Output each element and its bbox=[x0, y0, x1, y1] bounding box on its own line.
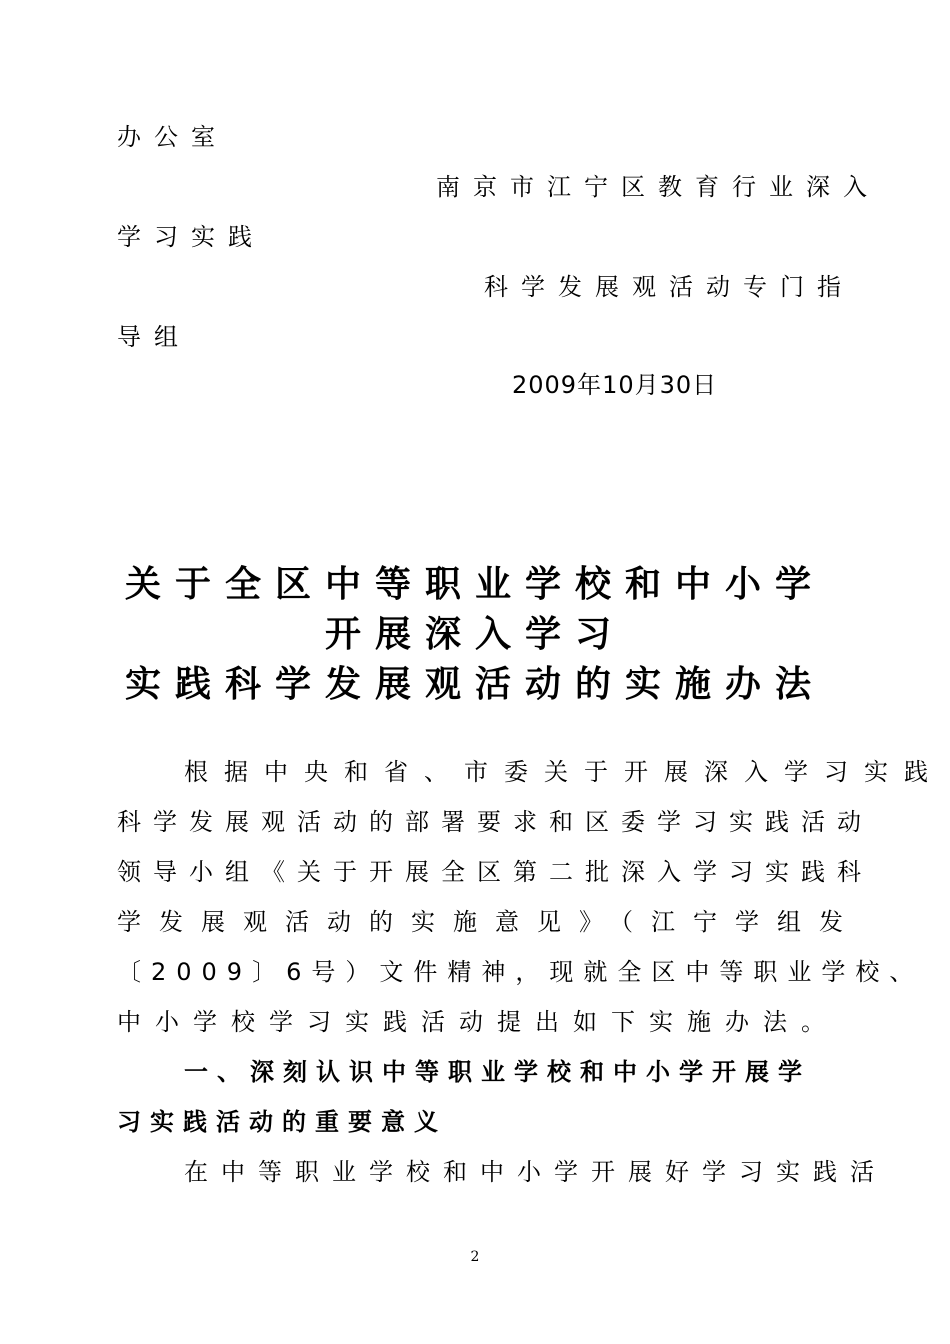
paragraph-1-line-3: 领导小组《关于开展全区第二批深入学习实践科 bbox=[117, 858, 873, 886]
signature-line-office: 办公室 bbox=[117, 123, 228, 151]
signature-line-group: 科学发展观活动专门指 bbox=[484, 273, 854, 301]
paragraph-1-line-2: 科学发展观活动的部署要求和区委学习实践活动 bbox=[117, 808, 873, 836]
signature-line-guide: 导组 bbox=[117, 323, 191, 351]
signature-line-organization: 南京市江宁区教育行业深入 bbox=[436, 173, 880, 201]
paragraph-1-line-4: 学发展观活动的实施意见》（江宁学组发 bbox=[117, 908, 861, 936]
paragraph-1-line-5: 〔2009〕6号）文件精神，现就全区中等职业学校、 bbox=[117, 958, 924, 986]
signature-line-study: 学习实践 bbox=[117, 223, 265, 251]
signature-date: 2009年10月30日 bbox=[512, 371, 718, 399]
paragraph-2-line-1: 在中等职业学校和中小学开展好学习实践活 bbox=[184, 1158, 887, 1186]
paragraph-1-line-6: 中小学校学习实践活动提出如下实施办法。 bbox=[117, 1008, 839, 1036]
paragraph-1-line-1: 根据中央和省、市委关于开展深入学习实践 bbox=[184, 758, 944, 786]
document-title-line-3: 实践科学发展观活动的实施办法 bbox=[124, 663, 825, 705]
document-title-line-1: 关于全区中等职业学校和中小学 bbox=[124, 563, 825, 605]
section-heading-1-line-2: 习实践活动的重要意义 bbox=[117, 1108, 447, 1136]
page-number: 2 bbox=[470, 1249, 480, 1265]
section-heading-1-line-1: 一、深刻认识中等职业学校和中小学开展学 bbox=[184, 1058, 811, 1086]
document-title-line-2: 开展深入学习 bbox=[324, 613, 625, 655]
